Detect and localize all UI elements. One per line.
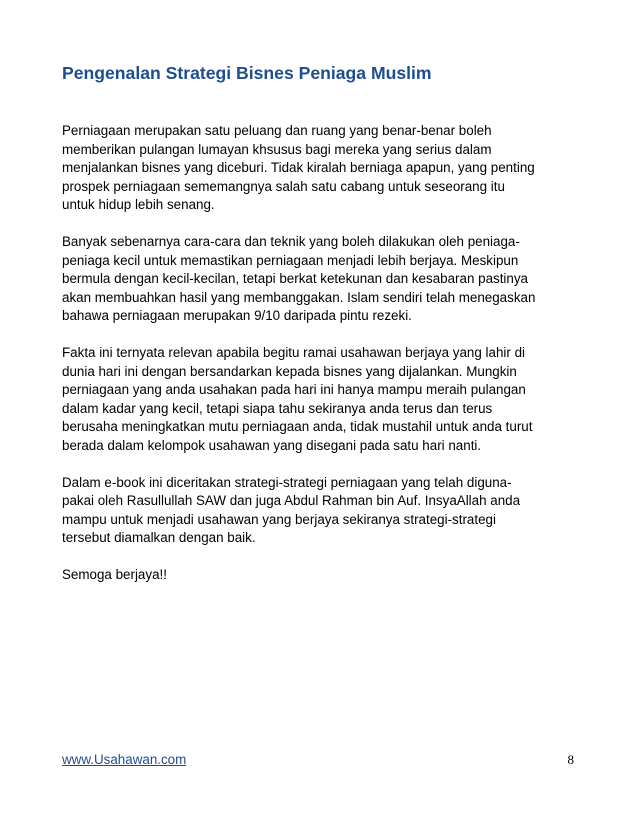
paragraph-line: berusaha meningkatkan mutu perniagaan anda, tidak mustahil untuk anda turut bbox=[62, 419, 533, 434]
footer-website-link[interactable]: www.Usahawan.com bbox=[62, 752, 187, 767]
paragraph-line: mampu untuk menjadi usahawan yang berjaya sekiranya strategi-strategi bbox=[62, 511, 496, 527]
paragraph-line: untuk hidup lebih senang. bbox=[62, 197, 215, 212]
paragraph-line: berada dalam kelompok usahawan yang disegani pada satu hari nanti. bbox=[62, 437, 482, 453]
paragraph-line: Banyak sebenarnya cara-cara dan teknik yang boleh dilakukan oleh peniaga- bbox=[62, 234, 520, 249]
paragraph-line: pakai oleh Rasullullah SAW dan juga Abdul Rahman bin Auf. InsyaAllah anda bbox=[62, 493, 521, 508]
paragraph-line: Fakta ini ternyata relevan apabila begitu ramai usahawan berjaya yang lahir di bbox=[62, 345, 525, 360]
paragraph-line: Perniagaan merupakan satu peluang dan ruang yang benar-benar boleh bbox=[62, 123, 492, 138]
paragraph-line: perniagaan yang anda usahakan pada hari ini hanya mampu meraih pulangan bbox=[62, 382, 526, 397]
paragraph-line: bahawa perniagaan merupakan 9/10 daripada pintu rezeki. bbox=[62, 308, 412, 323]
paragraph-line: akan membuahkan hasil yang membanggakan. Islam sendiri telah menegaskan bbox=[62, 289, 536, 305]
paragraph-ebook bbox=[62, 474, 582, 548]
document-body bbox=[62, 122, 582, 603]
paragraph-techniques bbox=[62, 233, 582, 326]
paragraph-line: dalam kadar yang kecil, tetapi siapa tahu sekiranya anda terus dan terus bbox=[62, 400, 493, 416]
paragraph-line: menjalankan bisnes yang diceburi. Tidak kiralah berniaga apapun, yang penting bbox=[62, 160, 535, 175]
paragraph-line: Semoga berjaya!! bbox=[62, 567, 167, 582]
paragraph-line: prospek perniagaan sememangnya salah satu cabang untuk seseorang itu bbox=[62, 178, 505, 194]
paragraph-line: peniaga kecil untuk memastikan perniagaan menjadi lebih berjaya. Meskipun bbox=[62, 252, 519, 268]
page-number: 8 bbox=[567, 752, 574, 767]
paragraph-line: tersebut diamalkan dengan baik. bbox=[62, 530, 256, 545]
paragraph-intro bbox=[62, 122, 582, 215]
paragraph-line: dunia hari ini dengan bersandarkan kepada bisnes yang dijalankan. Mungkin bbox=[62, 363, 517, 379]
paragraph-facts bbox=[62, 344, 582, 455]
page-title: Pengenalan Strategi Bisnes Peniaga Muslim bbox=[62, 63, 432, 83]
paragraph-closing bbox=[62, 566, 582, 585]
paragraph-line: Dalam e-book ini diceritakan strategi-strategi perniagaan yang telah diguna- bbox=[62, 474, 512, 490]
paragraph-line: bermula dengan kecil-kecilan, tetapi berkat ketekunan dan kesabaran pastinya bbox=[62, 271, 528, 286]
paragraph-line: memberikan pulangan lumayan khsusus bagi mereka yang serius dalam bbox=[62, 141, 492, 157]
